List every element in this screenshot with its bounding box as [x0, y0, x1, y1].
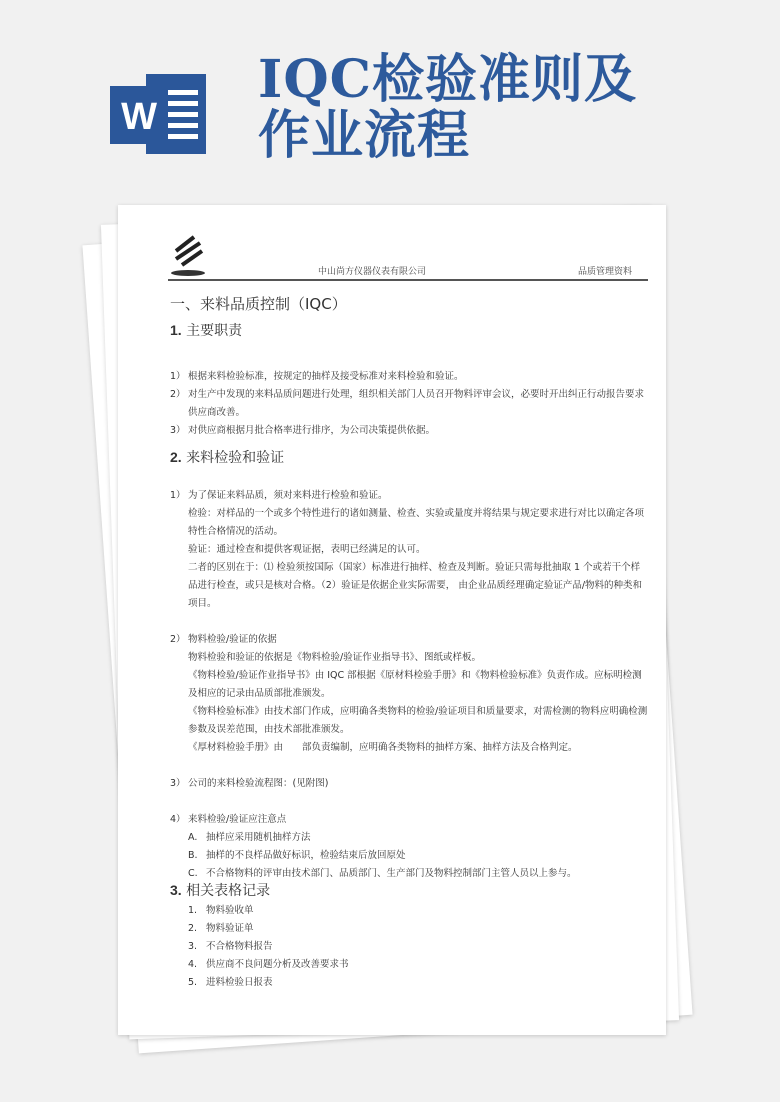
item-number: 5.	[188, 977, 198, 988]
item-text: 不合格物料报告	[206, 941, 273, 952]
list-item	[170, 938, 648, 956]
item-number: 2）	[170, 389, 186, 400]
paragraph: 《物料检验/验证作业指导书》由 IQC 部根据《原材料检验手册》和《物料检验标准》负责作成。应标明检测及相应的记录由品质部批准颁发。	[188, 670, 642, 699]
page-header	[168, 233, 648, 281]
item-number: C.	[188, 868, 198, 879]
item-text: 物料验证单	[206, 923, 254, 934]
item-text: 抽样应采用随机抽样方法	[206, 832, 311, 843]
title-line-1: IQC检验准则及	[258, 49, 638, 110]
list-item	[170, 956, 648, 974]
item-text: 对供应商根据月批合格率进行排序，为公司决策提供依据。	[188, 425, 436, 436]
item-number: 1.	[188, 905, 198, 916]
list-item	[170, 631, 648, 649]
list-item	[170, 386, 648, 422]
page-content	[170, 293, 648, 992]
item-number: 4）	[170, 814, 186, 825]
list-item	[170, 829, 648, 847]
doc-type: 品质管理资料	[577, 267, 632, 277]
list-item	[170, 811, 648, 829]
item-text: 物料检验/验证的依据	[188, 634, 277, 645]
spacer	[170, 793, 648, 811]
item-text: 不合格物料的评审由技术部门、品质部门、生产部门及物料控制部门主管人员以上参与。	[206, 868, 577, 879]
item-text: 物料验收单	[206, 905, 254, 916]
heading-1: 1. 主要职责	[170, 322, 243, 339]
list-item	[170, 487, 648, 505]
spacer	[170, 613, 648, 631]
item-number: B.	[188, 850, 198, 861]
item-number: 1）	[170, 371, 186, 382]
paragraph: 《物料检验标准》由技术部门作成，应明确各类物料的检验/验证项目和质量要求，对需检测的物料应明确检测参数及误差范围，由技术部批准颁发。	[188, 706, 648, 735]
paragraph: 二者的区别在于：⑴ 检验须按国际（国家）标准进行抽样、检查及判断。验证只需每批抽取 1 个或若干个样品进行检查，或只是核对合格。（2）验证是依据企业实际需要， 由企业品质经理确定验证产品/物料的种类和项目。	[188, 562, 643, 609]
item-number: 4.	[188, 959, 198, 970]
item-text: 来料检验/验证应注意点	[188, 814, 287, 825]
paragraph: 《厚材料检验手册》由 部负责编制，应明确各类物料的抽样方案、抽样方法及合格判定。	[188, 742, 578, 753]
spacer	[170, 757, 648, 775]
list-item	[170, 865, 648, 883]
section-title: 一、来料品质控制（IQC）	[170, 295, 347, 313]
document-title	[258, 49, 638, 166]
list-item	[170, 847, 648, 865]
list-item	[170, 974, 648, 992]
item-number: 3）	[170, 778, 186, 789]
item-text: 为了保证来料品质，须对来料进行检验和验证。	[188, 490, 388, 501]
item-number: A.	[188, 832, 198, 843]
item-text: 供应商不良问题分析及改善要求书	[206, 959, 349, 970]
item-text: 抽样的不良样品做好标识，检验结束后放回原处	[206, 850, 406, 861]
item-number: 1）	[170, 490, 186, 501]
list-item	[170, 902, 648, 920]
item-text: 根据来料检验标准，按规定的抽样及接受标准对来料检验和验证。	[188, 371, 464, 382]
title-line-2: 作业流程	[258, 105, 471, 166]
item-number: 2.	[188, 923, 198, 934]
company-logo	[168, 233, 210, 277]
item-number: 3）	[170, 425, 186, 436]
svg-text:W: W	[121, 96, 157, 138]
heading-2: 2. 来料检验和验证	[170, 449, 285, 466]
list-item	[170, 775, 648, 793]
paragraph: 物料检验和验证的依据是《物料检验/验证作业指导书》、图纸或样板。	[188, 652, 481, 663]
list-item	[170, 368, 648, 386]
list-item	[170, 422, 648, 440]
paragraph: 检验：对样品的一个或多个特性进行的诸如测量、检查、实验或量度并将结果与规定要求进行对比以确定各项特性合格情况的活动。	[188, 508, 645, 537]
item-text: 进料检验日报表	[206, 977, 273, 988]
list-item	[170, 920, 648, 938]
item-text: 对生产中发现的来料品质问题进行处理，组织相关部门人员召开物料评审会议，必要时开出纠正行动报告要求供应商改善。	[188, 389, 645, 418]
document-page	[118, 205, 666, 1035]
heading-3: 3. 相关表格记录	[170, 882, 271, 899]
paragraph: 验证：通过检查和提供客观证据，表明已经满足的认可。	[188, 544, 426, 555]
word-icon	[108, 68, 208, 160]
item-text: 公司的来料检验流程图：(见附图)	[188, 778, 329, 789]
company-name: 中山尚方仪器仪表有限公司	[318, 267, 427, 277]
item-number: 3.	[188, 941, 198, 952]
item-number: 2）	[170, 634, 186, 645]
